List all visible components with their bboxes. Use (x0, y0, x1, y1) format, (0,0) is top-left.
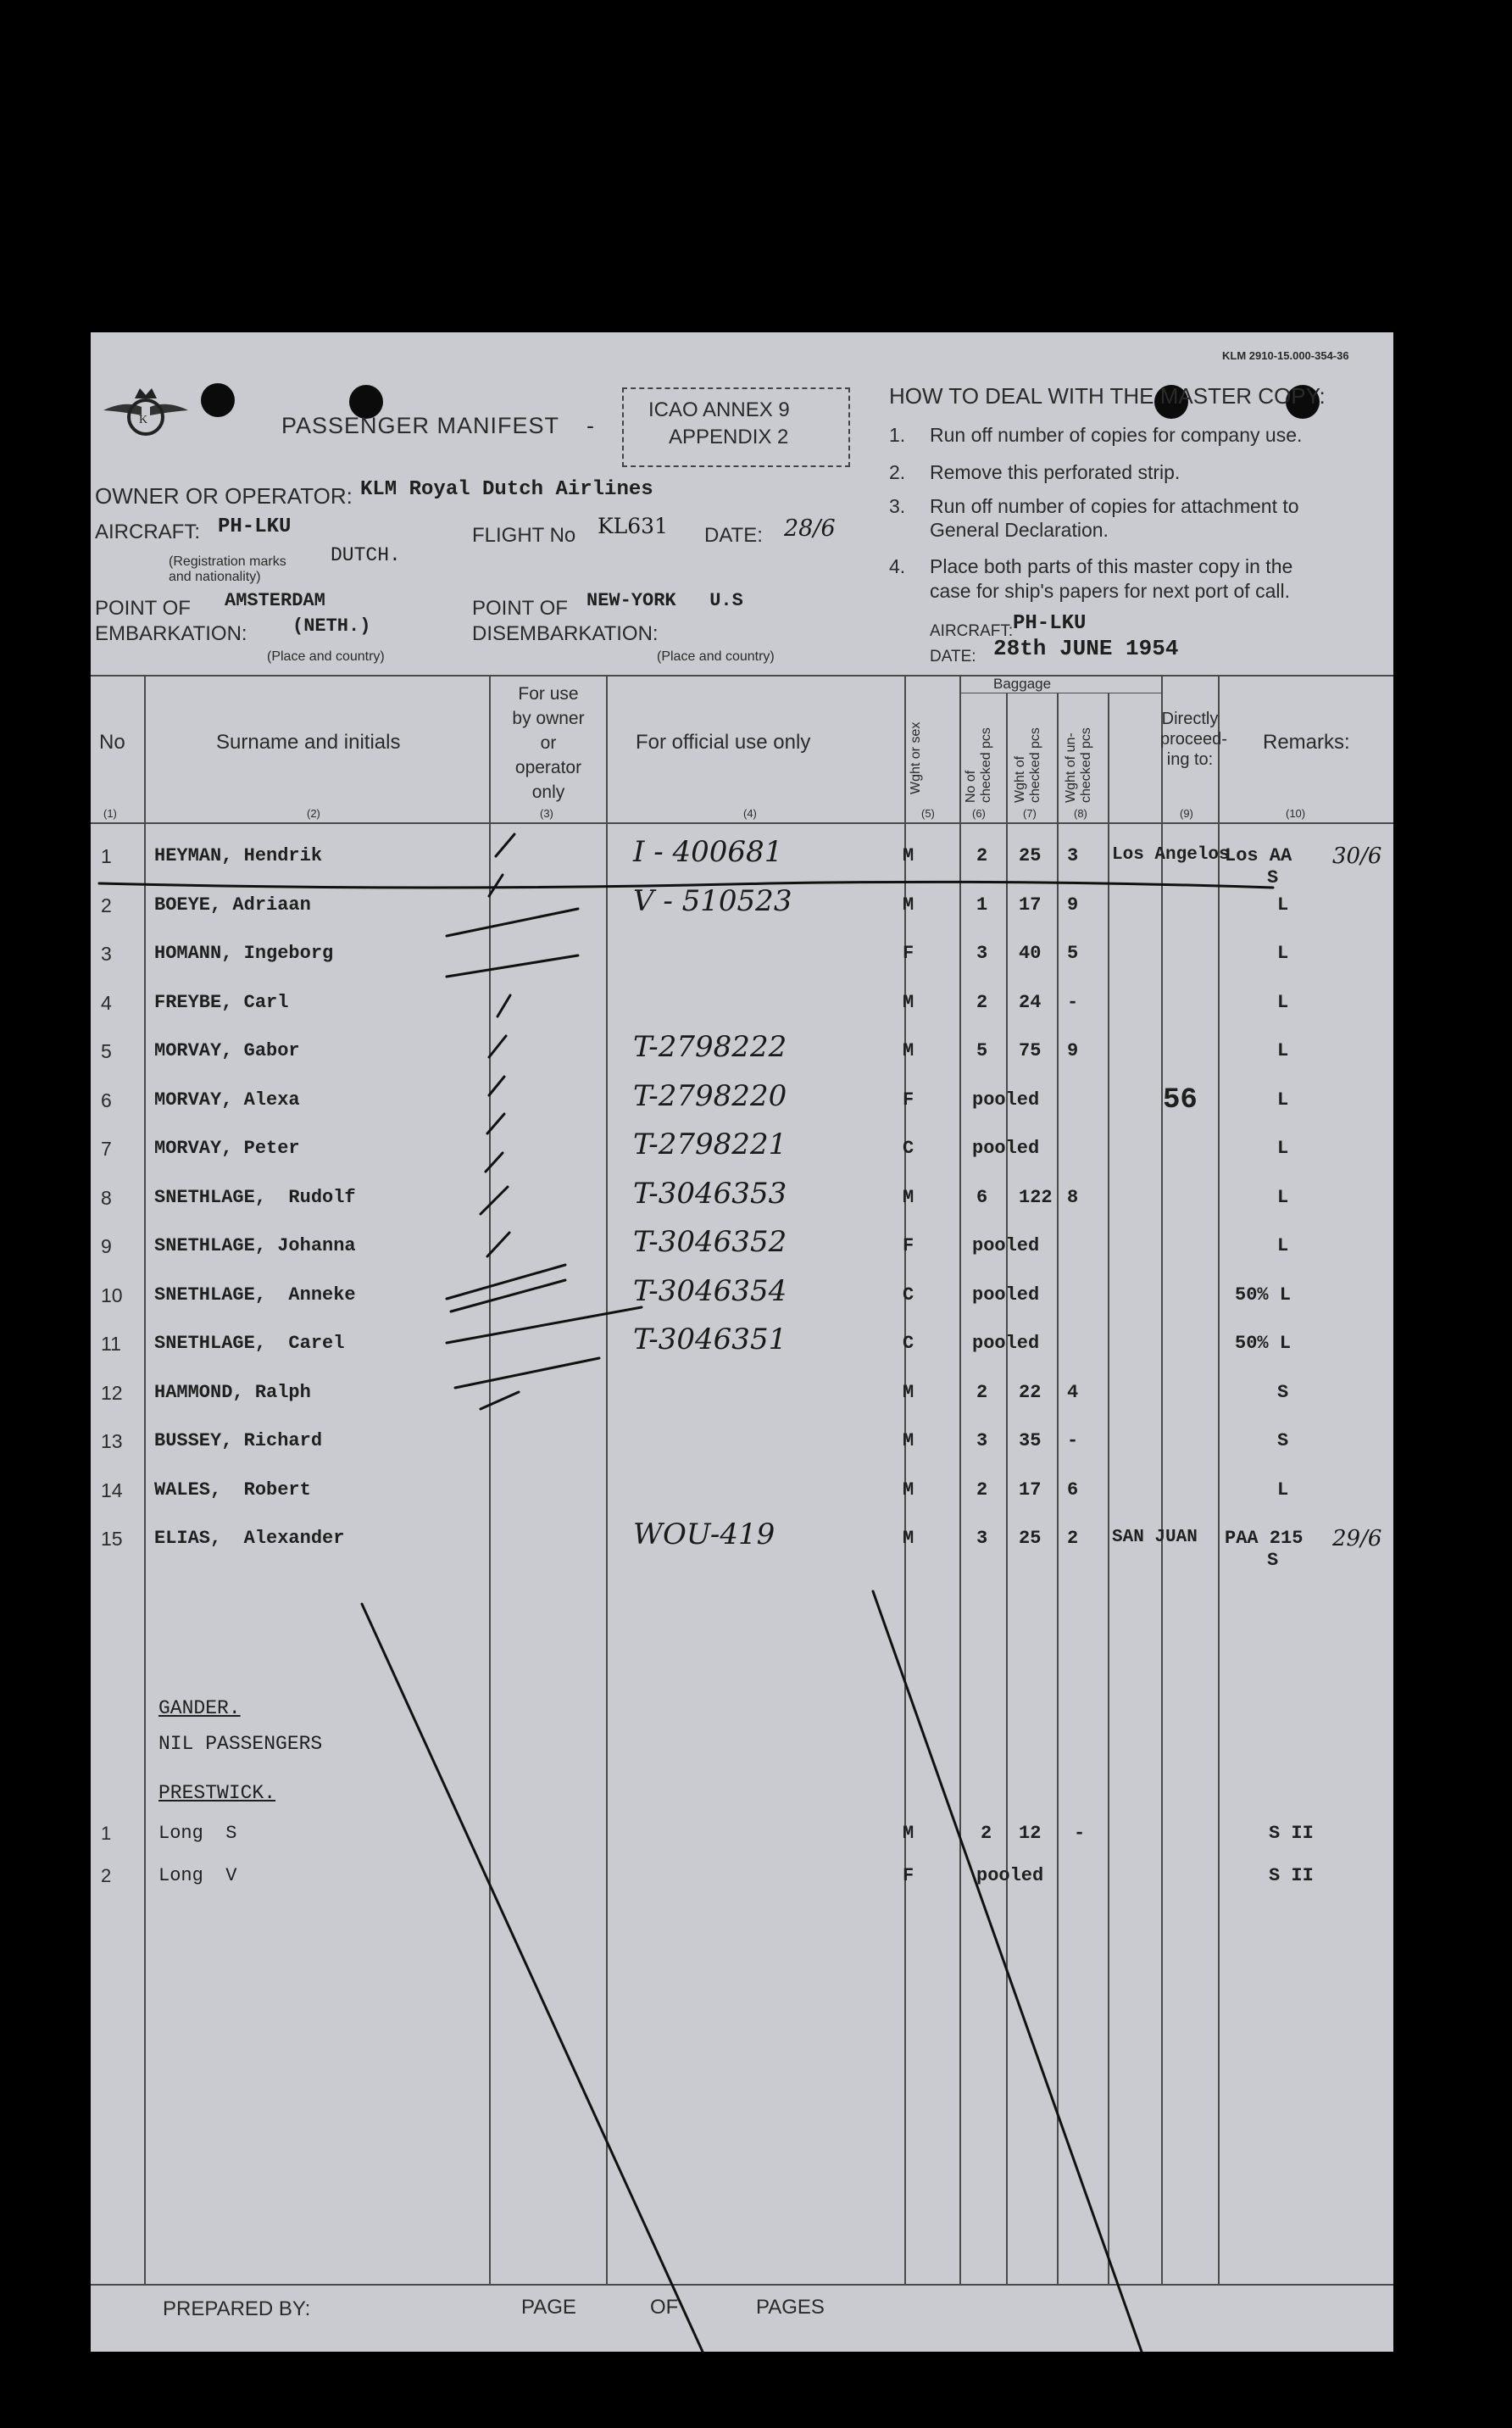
row-no: 10 (101, 1284, 123, 1306)
row-no: 3 (101, 943, 112, 965)
row-name: MORVAY, Peter (154, 1138, 300, 1159)
row-wght: 40 (1019, 943, 1042, 964)
row-pcs: 3 (976, 943, 988, 964)
row-remarks: S (1277, 1382, 1289, 1403)
row-dest: 56 (1163, 1084, 1198, 1117)
row-no: 14 (101, 1479, 123, 1501)
row-sex: M (903, 1382, 914, 1403)
row-official: WOU-419 (633, 1518, 775, 1551)
row-name: SNETHLAGE, Rudolf (154, 1187, 356, 1208)
instruction-2: Remove this perforated strip. (930, 461, 1181, 483)
manifest-sheet (91, 332, 1393, 2352)
row-official: T-3046352 (633, 1225, 787, 1259)
row-name: ELIAS, Alexander (154, 1528, 345, 1549)
col-num: (2) (307, 807, 320, 820)
row-sex: M (903, 992, 914, 1013)
col-num: (7) (1023, 807, 1037, 820)
tick-mark (489, 1036, 506, 1057)
row-official: V - 510523 (633, 884, 792, 918)
row-official: T-2798222 (633, 1030, 787, 1064)
tick-mark (447, 909, 578, 936)
row-sex: M (903, 1430, 914, 1451)
row-extra-note: 30/6 (1332, 844, 1382, 869)
row-official: T-3046351 (633, 1323, 787, 1356)
col-owner-use: For use by owner or operator only (512, 684, 585, 802)
row-remarks: L (1277, 992, 1289, 1013)
col-sex: Wght or sex (909, 721, 923, 794)
prestwick-sex: M (903, 1823, 914, 1844)
row-unch: 3 (1067, 845, 1079, 866)
form-code: KLM 2910-15.000-354-36 (1222, 349, 1349, 362)
row-pcs: 3 (976, 1430, 988, 1451)
tick-mark (481, 1392, 519, 1409)
prestwick-no: 2 (101, 1865, 112, 1886)
aircraft-label: AIRCRAFT: (95, 521, 201, 543)
row-sex: C (903, 1284, 914, 1306)
row-no: 15 (101, 1528, 123, 1550)
row-name: HOMANN, Ingeborg (154, 943, 334, 964)
row-wght: 24 (1019, 992, 1042, 1013)
date-value: 28/6 (784, 515, 836, 542)
row-no: 9 (101, 1235, 112, 1257)
row-pcs: 3 (976, 1528, 988, 1549)
row-name: SNETHLAGE, Johanna (154, 1235, 356, 1256)
registration-note-2: and nationality) (169, 570, 261, 584)
row-no: 11 (101, 1333, 121, 1355)
right-aircraft-label: AIRCRAFT: (930, 622, 1014, 640)
strike-through-line (99, 882, 1273, 888)
nationality-value: DUTCH. (331, 544, 401, 566)
col-official: For official use only (636, 731, 811, 754)
tick-mark (487, 1114, 504, 1133)
instruction-3b: General Declaration. (930, 519, 1109, 541)
prestwick-unch: - (1074, 1823, 1086, 1844)
place-country-right: (Place and country) (657, 649, 775, 664)
row-remarks: 50% L (1235, 1284, 1292, 1306)
col-num: (10) (1286, 807, 1306, 820)
row-pcs: 1 (976, 894, 988, 916)
row-pcs: pooled (972, 1235, 1040, 1256)
row-wght: 17 (1019, 894, 1042, 916)
title-dash: - (586, 413, 594, 438)
row-remarks: L (1277, 894, 1289, 916)
disembark-label-1: POINT OF (472, 597, 568, 620)
tick-mark (498, 995, 510, 1016)
instruction-4: Place both parts of this master copy in the (930, 555, 1293, 577)
row-remarks: L (1277, 1479, 1289, 1501)
registration-note-1: (Registration marks (169, 554, 286, 569)
row-unch: 5 (1067, 943, 1079, 964)
col-baggage: Baggage (993, 676, 1052, 692)
row-no: 8 (101, 1187, 112, 1209)
prestwick-heading: PRESTWICK. (158, 1782, 276, 1804)
row-remarks: L (1277, 1089, 1289, 1111)
row-no: 5 (101, 1040, 112, 1062)
cancel-line (873, 1591, 1142, 2352)
col-proceeding: Directly proceed- ing to: (1160, 710, 1227, 769)
icao-line-1: ICAO ANNEX 9 (648, 398, 790, 421)
row-pcs: pooled (972, 1333, 1040, 1354)
row-pcs: 2 (976, 992, 988, 1013)
row-sex: M (903, 1040, 914, 1061)
row-unch: 4 (1067, 1382, 1079, 1403)
instruction-4-num: 4. (889, 555, 906, 577)
right-aircraft-value: PH-LKU (1013, 612, 1087, 635)
nil-passengers: NIL PASSENGERS (158, 1733, 323, 1755)
row-pcs: 2 (976, 1382, 988, 1403)
row-name: BUSSEY, Richard (154, 1430, 323, 1451)
row-official: T-3046354 (633, 1274, 787, 1308)
right-date-label: DATE: (930, 648, 976, 665)
tick-mark (481, 1187, 508, 1214)
embark-label-1: POINT OF (95, 597, 191, 620)
col-num: (6) (972, 807, 986, 820)
prestwick-pcs: pooled (976, 1865, 1044, 1886)
instruction-2-num: 2. (889, 461, 906, 483)
row-unch: - (1067, 1430, 1079, 1451)
col-unchecked: Wght of un- checked pcs (1064, 727, 1093, 803)
prestwick-sex: F (903, 1865, 914, 1886)
col-num: (4) (743, 807, 757, 820)
tick-mark (496, 834, 514, 856)
row-remarks-line2: S (1267, 1550, 1279, 1571)
row-pcs: pooled (972, 1284, 1040, 1306)
row-sex: C (903, 1333, 914, 1354)
page-title: PASSENGER MANIFEST (281, 413, 560, 438)
row-name: HAMMOND, Ralph (154, 1382, 311, 1403)
place-country-left: (Place and country) (267, 649, 385, 664)
col-surname: Surname and initials (216, 731, 401, 754)
col-num: (1) (103, 807, 117, 820)
pages-label: PAGES (756, 2296, 825, 2319)
row-sex: C (903, 1138, 914, 1159)
col-num: (3) (540, 807, 553, 820)
tick-mark (447, 1265, 565, 1299)
instruction-3-num: 3. (889, 495, 906, 517)
row-pcs: 2 (976, 845, 988, 866)
row-unch: 9 (1067, 1040, 1079, 1061)
instructions-heading: HOW TO DEAL WITH THE MASTER COPY: (889, 383, 1326, 409)
row-unch: 2 (1067, 1528, 1079, 1549)
col-num: (9) (1180, 807, 1193, 820)
col-no: No (99, 731, 125, 754)
row-wght: 75 (1019, 1040, 1042, 1061)
row-pcs: pooled (972, 1089, 1040, 1111)
row-sex: M (903, 845, 914, 866)
row-no: 12 (101, 1382, 123, 1404)
date-label: DATE: (704, 524, 763, 547)
row-pcs: 5 (976, 1040, 988, 1061)
row-pcs: 2 (976, 1479, 988, 1501)
row-no: 13 (101, 1430, 123, 1452)
page-label: PAGE (521, 2296, 576, 2319)
row-unch: - (1067, 992, 1079, 1013)
flight-label: FLIGHT No (472, 524, 576, 547)
row-extra-note: 29/6 (1332, 1526, 1382, 1551)
col-checked-pcs: No of checked pcs (964, 727, 993, 803)
row-remarks: S (1277, 1430, 1289, 1451)
instruction-3: Run off number of copies for attachment to (930, 495, 1299, 517)
row-remarks: 50% L (1235, 1333, 1292, 1354)
tick-mark (487, 1233, 509, 1256)
row-no: 1 (101, 845, 112, 867)
row-sex: M (903, 1187, 914, 1208)
row-sex: M (903, 894, 914, 916)
ink-marks (91, 332, 1393, 2352)
owner-label: OWNER OR OPERATOR: (95, 483, 353, 509)
row-wght: 25 (1019, 845, 1042, 866)
row-no: 4 (101, 992, 112, 1014)
row-remarks: PAA 215 (1225, 1528, 1304, 1549)
disembark-value: NEW-YORK U.S (586, 590, 743, 611)
row-sex: F (903, 1235, 914, 1256)
col-num: (5) (921, 807, 935, 820)
row-name: SNETHLAGE, Anneke (154, 1284, 356, 1306)
row-wght: 35 (1019, 1430, 1042, 1451)
row-wght: 17 (1019, 1479, 1042, 1501)
tick-mark (447, 1307, 642, 1343)
aircraft-value: PH-LKU (218, 515, 292, 538)
row-official: T-2798221 (633, 1128, 787, 1161)
row-sex: F (903, 943, 914, 964)
row-wght: 122 (1019, 1187, 1053, 1208)
row-sex: M (903, 1528, 914, 1549)
row-remarks: L (1277, 1187, 1289, 1208)
col-remarks: Remarks: (1263, 731, 1350, 754)
row-remarks: L (1277, 1138, 1289, 1159)
row-name: HEYMAN, Hendrik (154, 845, 323, 866)
tick-mark (486, 1153, 503, 1172)
row-unch: 8 (1067, 1187, 1079, 1208)
embark-label-2: EMBARKATION: (95, 622, 247, 645)
of-label: OF (650, 2296, 679, 2319)
right-date-value: 28th JUNE 1954 (993, 636, 1179, 661)
cancel-line (362, 1604, 703, 2352)
row-sex: F (903, 1089, 914, 1111)
row-remarks: L (1277, 943, 1289, 964)
icao-line-2: APPENDIX 2 (669, 426, 789, 448)
col-checked-wght: Wght of checked pcs (1013, 727, 1042, 803)
row-wght: 25 (1019, 1528, 1042, 1549)
prestwick-wght: 12 (1019, 1823, 1042, 1844)
svg-text:K: K (139, 414, 148, 426)
tick-mark (455, 1358, 599, 1388)
instruction-1: Run off number of copies for company use. (930, 424, 1303, 446)
row-unch: 9 (1067, 894, 1079, 916)
row-name: MORVAY, Gabor (154, 1040, 300, 1061)
row-no: 2 (101, 894, 112, 916)
prestwick-name: Long S (158, 1823, 237, 1844)
owner-value: KLM Royal Dutch Airlines (360, 478, 653, 501)
prepared-by: PREPARED BY: (163, 2297, 311, 2320)
row-name: FREYBE, Carl (154, 992, 289, 1013)
prestwick-remarks: S II (1269, 1823, 1314, 1844)
row-official: T-2798220 (633, 1079, 787, 1113)
row-name: WALES, Robert (154, 1479, 311, 1501)
row-wght: 22 (1019, 1382, 1042, 1403)
flight-value: KL631 (598, 514, 668, 538)
row-remarks: Los AA (1225, 845, 1292, 866)
gander-heading: GANDER. (158, 1697, 241, 1719)
row-dest: SAN JUAN (1112, 1528, 1198, 1547)
row-pcs: 6 (976, 1187, 988, 1208)
col-num: (8) (1074, 807, 1087, 820)
row-pcs: pooled (972, 1138, 1040, 1159)
prestwick-no: 1 (101, 1823, 112, 1844)
tick-mark (447, 955, 578, 977)
row-sex: M (903, 1479, 914, 1501)
prestwick-pcs: 2 (981, 1823, 992, 1844)
tick-mark (489, 1077, 504, 1095)
row-no: 6 (101, 1089, 112, 1111)
instruction-4b: case for ship's papers for next port of call. (930, 580, 1290, 602)
embark-value-1: AMSTERDAM (225, 590, 325, 611)
tick-mark (489, 875, 503, 896)
row-official: T-3046353 (633, 1177, 787, 1211)
row-dest: Los Angelos (1112, 845, 1230, 865)
row-unch: 6 (1067, 1479, 1079, 1501)
row-name: BOEYE, Adriaan (154, 894, 311, 916)
instruction-1-num: 1. (889, 424, 906, 446)
tick-mark (451, 1280, 565, 1311)
row-remarks-line2: S (1267, 867, 1279, 888)
prestwick-remarks: S II (1269, 1865, 1314, 1886)
row-remarks: L (1277, 1235, 1289, 1256)
prestwick-name: Long V (158, 1865, 237, 1886)
embark-value-2: (NETH.) (292, 615, 371, 637)
row-name: SNETHLAGE, Carel (154, 1333, 345, 1354)
row-official: I - 400681 (633, 835, 783, 869)
row-remarks: L (1277, 1040, 1289, 1061)
row-no: 7 (101, 1138, 112, 1160)
row-name: MORVAY, Alexa (154, 1089, 300, 1111)
disembark-label-2: DISEMBARKATION: (472, 622, 659, 645)
